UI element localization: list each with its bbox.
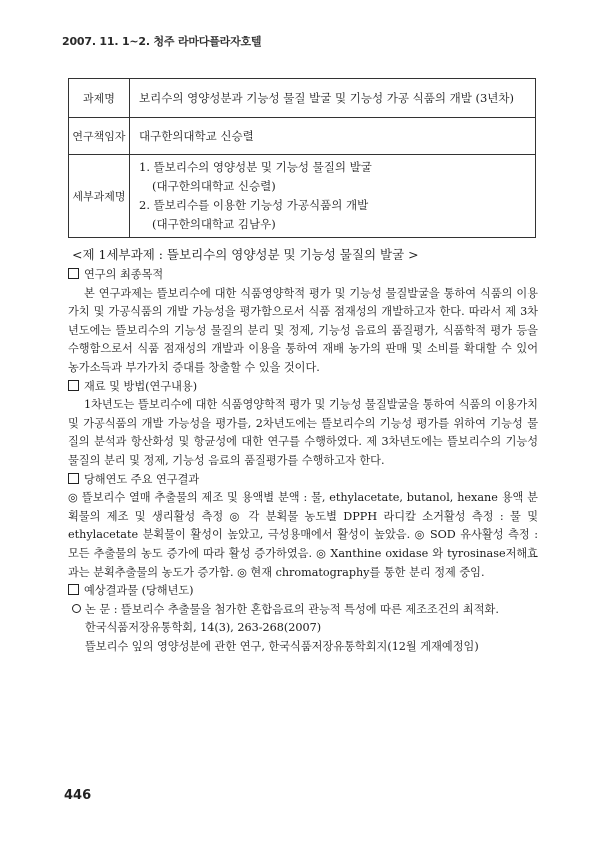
subproject-1-affiliation: (대구한의대학교 신승렬)	[152, 179, 276, 193]
checkbox-square-icon	[68, 268, 79, 279]
heading-method-label: 재료 및 방법(연구내용)	[84, 379, 198, 393]
heading-results-label: 당해연도 주요 연구결과	[84, 472, 200, 486]
heading-results	[68, 471, 538, 490]
expected-paper	[72, 601, 538, 620]
project-title: 보리수의 영양성분과 기능성 물질 발굴 및 기능성 가공 식품의 개발 (3년차)	[130, 79, 536, 118]
subproject-2-affiliation: (대구한의대학교 김남우)	[152, 217, 276, 231]
bullet-circle-icon	[72, 604, 81, 613]
principal-investigator: 대구한의대학교 신승렬	[130, 118, 536, 155]
subproject-1: 1. 뜰보리수의 영양성분 및 기능성 물질의 발굴	[139, 160, 372, 174]
heading-goal	[68, 266, 538, 285]
project-info-table	[68, 78, 536, 238]
checkbox-square-icon	[68, 584, 79, 595]
table-row	[69, 118, 536, 155]
heading-method	[68, 378, 538, 397]
report-body	[68, 244, 538, 656]
table-row	[69, 79, 536, 118]
page-number: 446	[64, 788, 92, 803]
paragraph-results: ◎ 뜰보리수 열매 추출물의 제조 및 용액별 분액 : 물, ethylacetate, butanol, hexane 용액 분획물의 제조 및 생리활성 측정 ◎ 각 분획물 농도별 DPPH 라디칼 소거활성 측정 : 물 및 ethylacetate 분획물이 활성이 높았고, 극성용매에서 활성이 높았음. ◎ SOD 유사활성 측정 : 모든 추출물의 농도 증가에 따라 활성 증가하였음. ◎ Xanthine oxidase 와 tyrosinase저해효과는 분획추출물의 농도가 증가함. ◎ 현재 chromatography를 통한 분리 정제 중임.	[68, 491, 538, 579]
checkbox-square-icon	[68, 473, 79, 484]
expected-paper-2: 뜰보리수 잎의 영양성분에 관한 연구, 한국식품저장유통학회지(12월 게재예정임)	[85, 639, 479, 653]
expected-paper-text: 논 문 : 뜰보리수 추출물을 첨가한 혼합음료의 관능적 특성에 따른 제조조건의 최적화.	[85, 602, 499, 616]
running-header: 2007. 11. 1~2. 청주 라마다플라자호텔	[62, 35, 262, 48]
heading-goal-label: 연구의 최종목적	[84, 268, 164, 281]
checkbox-square-icon	[68, 380, 79, 391]
table-label-subprojects: 세부과제명	[69, 155, 130, 238]
heading-expected	[68, 582, 538, 601]
paragraph-goal: 본 연구과제는 뜰보리수에 대한 식품영양학적 평가 및 기능성 물질발굴을 통하여 식품의 이용가치 및 가공식품의 개발 가능성을 평가함으로서 식품 점재성의 개발하고자 한다. 따라서 제 3차년도에는 뜰보리수의 기능성 물질의 분리 및 정제, 기능성 음료의 품질평가, 식품학적 평가 등을 수행함으로서 식품 점재성의 개발과 이용을 통하여 재배 농가의 판매 및 소비를 확대할 수 있어 농가소득과 부가가치 증대를 창출할 수 있을 것이다.	[68, 286, 538, 374]
heading-expected-label: 예상결과물 (당해년도)	[84, 584, 194, 598]
table-label-pi: 연구책임자	[69, 118, 130, 155]
subproject-list	[130, 155, 536, 238]
expected-paper-journal: 한국식품저장유통학회, 14(3), 263-268(2007)	[85, 621, 322, 635]
paragraph-method: 1차년도는 뜰보리수에 대한 식품영양학적 평가 및 기능성 물질발굴을 통하여 식품의 이용가치 및 가공식품의 개발 가능성을 평가를, 2차년도에는 뜰보리수의 기능성 평가를 위하여 기능성 물질의 분석과 항산화성 및 항균성에 대한 연구를 수행하였다. 제 3차년도에는 뜰보리수의 기능성 물질의 분리 및 정제, 기능성 음료의 품질평가를 수행하고자 한다.	[68, 398, 538, 467]
table-row	[69, 155, 536, 238]
section-title: <제 1세부과제 : 뜰보리수의 영양성분 및 기능성 물질의 발굴 >	[72, 247, 419, 262]
table-label-title: 과제명	[69, 79, 130, 118]
subproject-2: 2. 뜰보리수를 이용한 기능성 가공식품의 개발	[139, 198, 369, 212]
